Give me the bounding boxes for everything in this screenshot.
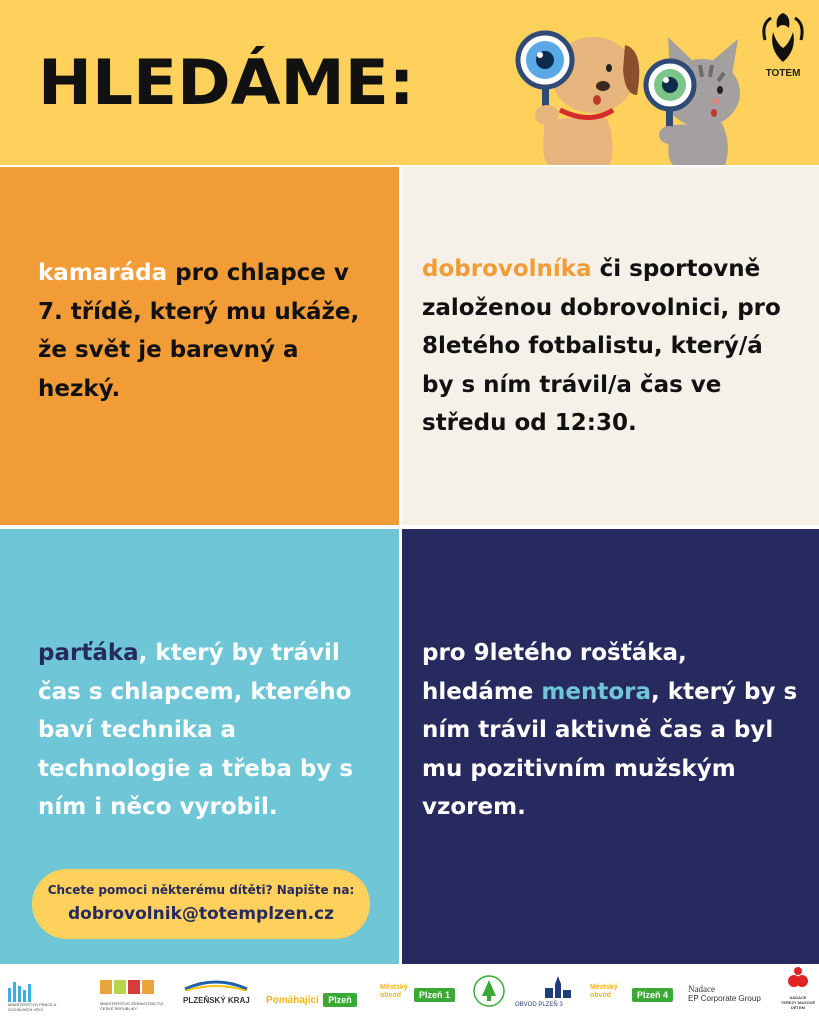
logo-plzensky-kraj: PLZEŇSKÝ KRAJ	[183, 978, 253, 1005]
card-body: či sportovně založenou dobrovolnici, pro 8letého fotbalistu, který/á by s ním trávil/a čas ve středu od 12:30.	[422, 256, 781, 436]
card-highlight: dobrovolníka	[422, 256, 592, 282]
mz-mark-icon	[100, 976, 158, 996]
card-friend-7th-grade	[0, 167, 399, 525]
page-title: HLEDÁME:	[38, 46, 415, 119]
card-body: , který by s ním trávil aktivně čas a byl mu pozitivním mužským vzorem.	[422, 678, 798, 820]
header	[0, 0, 819, 165]
logo-obvod-plzen-3: OBVOD PLZEŇ 3	[515, 976, 585, 1008]
card-highlight: kamaráda	[38, 260, 168, 286]
card-text	[38, 254, 378, 408]
contact-question: Chcete pomoci některému dítěti? Napište na:	[47, 883, 355, 897]
plzen-skyline-icon	[515, 976, 581, 998]
logo-mpsv: MINISTERSTVO PRÁCE A SOCIÁLNÍCH VĚCÍ	[8, 982, 93, 1012]
mpsv-bars-icon	[8, 982, 34, 1002]
contact-pill[interactable]	[32, 869, 370, 939]
card-highlight: mentora	[541, 678, 652, 705]
card-text	[422, 634, 802, 827]
logo-nadace-tereza-maxova: NADACE TEREZY MAXOVÉ DĚTEM	[780, 966, 816, 1010]
logo-obvod-plzen-4: Městský obvod Plzeň 4	[590, 984, 618, 1000]
logo-pomahajici-plzen: Pomáhající Plzeň	[266, 990, 357, 1008]
logo-mz: MINISTERSTVO ZDRAVOTNICTVÍ ČESKÉ REPUBLIKY	[100, 976, 170, 1011]
cat-with-magnifier-icon	[640, 35, 745, 165]
card-text	[422, 250, 802, 443]
contact-email-link[interactable]: dobrovolnik@totemplzen.cz	[67, 904, 335, 924]
partner-logos	[0, 964, 819, 1024]
dog-with-magnifier-icon	[505, 10, 650, 165]
totem-logo-text: TOTEM	[765, 68, 801, 79]
plzensky-arc-icon	[183, 979, 249, 991]
card-body: , který by trávil čas s chlapcem, kterého baví technika a technologie a třeba by s ním i něco vyrobil.	[38, 640, 354, 820]
card-mentor	[402, 529, 819, 964]
card-buddy-technology	[0, 529, 399, 964]
totem-logo	[752, 10, 814, 82]
totem-emblem-icon	[755, 10, 811, 66]
card-text	[38, 634, 383, 827]
red-heart-dots-icon	[786, 966, 810, 990]
logo-nadace-ep: Nadace EP Corporate Group	[688, 984, 761, 1003]
card-highlight: parťáka	[38, 640, 139, 666]
card-body-before: pro 9letého rošťáka, hledáme	[422, 640, 687, 705]
card-volunteer-footballer	[402, 167, 819, 525]
logo-green-seal	[472, 974, 506, 1013]
green-seal-icon	[472, 974, 506, 1008]
card-body: pro chlapce v 7. třídě, který mu ukáže, že svět je barevný a hezký.	[38, 260, 360, 402]
logo-obvod-plzen-1: Městský obvod Plzeň 1	[380, 984, 408, 1000]
